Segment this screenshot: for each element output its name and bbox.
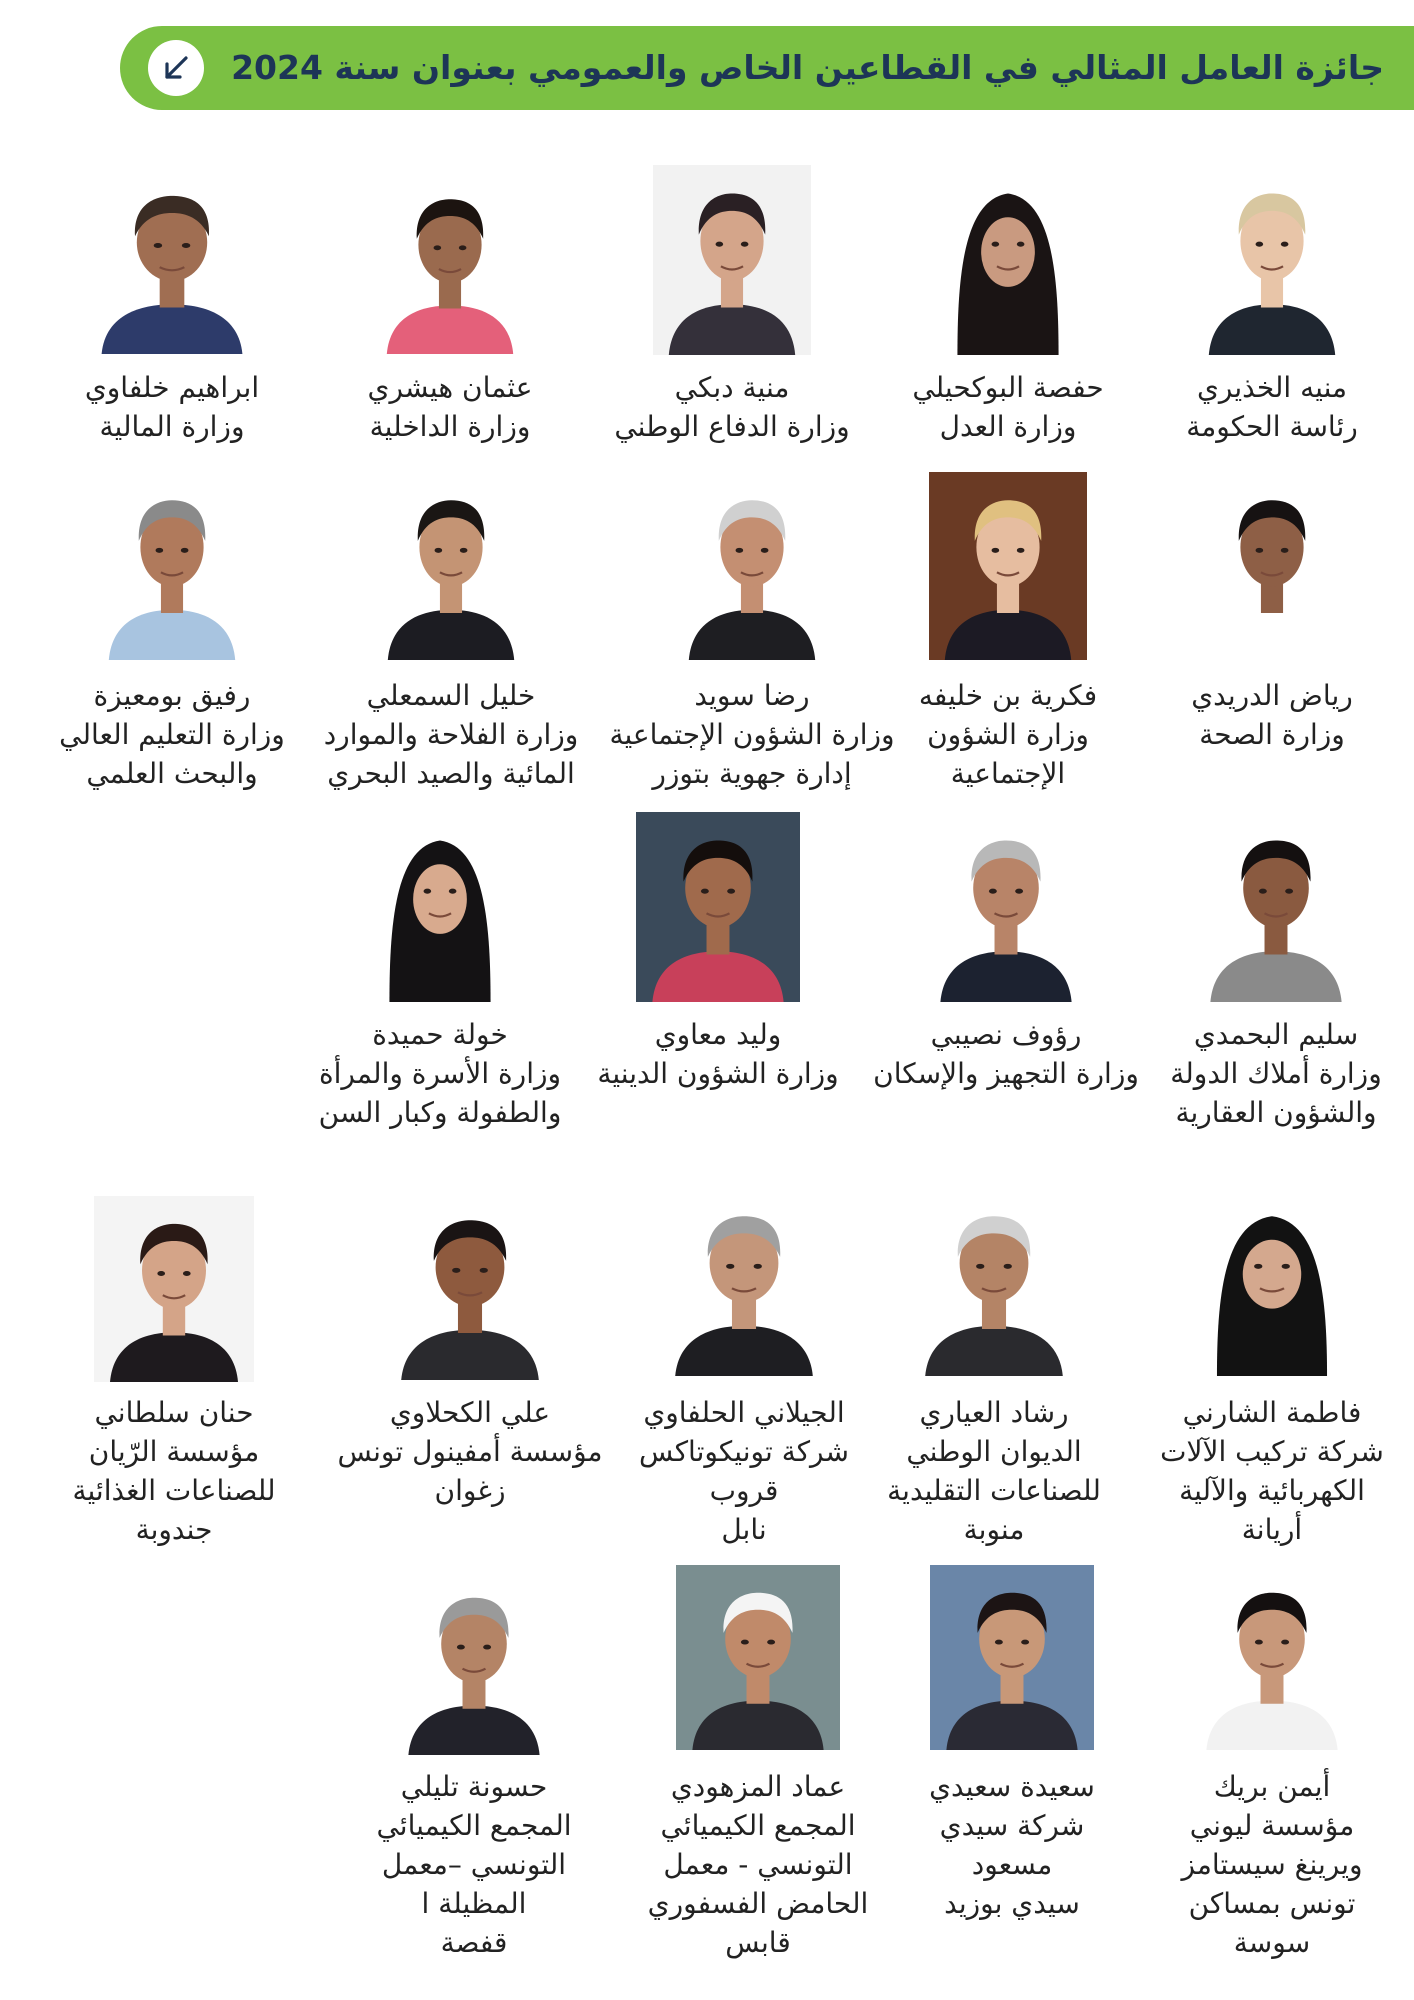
arrow-down-left-icon — [162, 54, 190, 82]
portrait-illustration — [924, 812, 1088, 1002]
portrait-illustration — [1186, 1188, 1358, 1376]
winner-name: حسونة تليلي — [400, 1770, 548, 1803]
winner-photo — [93, 472, 251, 660]
portrait-illustration — [658, 1188, 830, 1376]
winner-affiliation-line: جندوبة — [135, 1513, 213, 1546]
winner-photo — [371, 172, 529, 354]
portrait-illustration — [1193, 472, 1351, 660]
winner-affiliation-line: مؤسسة أمفينول تونس — [337, 1435, 603, 1468]
winner-caption — [599, 1393, 889, 1549]
winner-affiliation-line: وزارة أملاك الدولة — [1170, 1057, 1382, 1090]
page-title: جائزة العامل المثالي في القطاعين الخاص والعمومي بعنوان سنة 2024 — [231, 48, 1384, 87]
winner-affiliation-line: المظيلة ا — [421, 1887, 527, 1920]
header-banner — [120, 26, 1414, 110]
winner-affiliation-line: المائية والصيد البحري — [327, 757, 575, 790]
winner-name: رضا سويد — [694, 679, 810, 712]
winner-affiliation-line: وزارة التعليم العالي — [59, 718, 285, 751]
winner-affiliation-line: التونسي - معمل — [663, 1848, 853, 1881]
portrait-illustration — [1190, 1565, 1354, 1750]
winner-photo — [924, 812, 1088, 1002]
winner-caption — [27, 676, 317, 793]
winner-caption — [1127, 1393, 1414, 1549]
portrait-illustration — [94, 1196, 254, 1382]
winner-photo — [929, 472, 1087, 660]
winner-name: عثمان هيشري — [367, 371, 533, 404]
winner-caption — [325, 1393, 615, 1510]
winner-caption — [1127, 1767, 1414, 1962]
winner-affiliation-line: سيدي بوزيد — [944, 1887, 1080, 1920]
winner-caption — [329, 1767, 619, 1962]
winner-affiliation-line: وزارة المالية — [99, 410, 245, 443]
winner-affiliation-line: التونسي –معمل — [381, 1848, 567, 1881]
winner-caption — [861, 1015, 1151, 1093]
winner-caption — [863, 676, 1153, 793]
portrait-illustration — [371, 172, 529, 354]
winner-caption — [295, 1015, 585, 1132]
winner-name: خولة حميدة — [372, 1018, 508, 1051]
winner-affiliation-line: مؤسسة الرّيان — [88, 1435, 260, 1468]
winner-affiliation-line: زغوان — [434, 1474, 506, 1507]
portrait-illustration — [673, 472, 831, 660]
portrait-illustration — [1193, 165, 1351, 355]
winner-name: حنان سلطاني — [94, 1396, 254, 1429]
winner-name: وليد معاوي — [654, 1018, 782, 1051]
winner-affiliation-line: للصناعات الغذائية — [72, 1474, 276, 1507]
winner-photo — [1193, 165, 1351, 355]
winner-photo — [361, 812, 519, 1002]
winner-affiliation-line: شركة تركيب الآلات — [1160, 1435, 1384, 1468]
winner-caption — [305, 368, 595, 446]
winner-photo — [930, 1565, 1094, 1750]
winner-name: خليل السمعلي — [366, 679, 536, 712]
portrait-illustration — [908, 1188, 1080, 1376]
portrait-illustration — [929, 165, 1087, 355]
winner-affiliation-line: وزارة الصحة — [1199, 718, 1345, 751]
winner-affiliation-line: وزارة العدل — [939, 410, 1077, 443]
winner-name: الجيلاني الحلفاوي — [643, 1396, 845, 1429]
winner-name: منية دبكي — [674, 371, 790, 404]
winner-caption — [573, 1015, 863, 1093]
winner-name: سليم البحمدي — [1193, 1018, 1359, 1051]
portrait-illustration — [93, 472, 251, 660]
winner-affiliation-line: وزارة الداخلية — [369, 410, 531, 443]
winner-name: منيه الخذيري — [1196, 371, 1348, 404]
winner-caption — [607, 676, 897, 793]
winner-name: رؤوف نصيبي — [930, 1018, 1082, 1051]
winner-affiliation-line: والطفولة وكبار السن — [318, 1096, 562, 1129]
winner-affiliation-line: منوبة — [963, 1513, 1025, 1546]
winner-name: رياض الدريدي — [1191, 679, 1353, 712]
portrait-illustration — [930, 1565, 1094, 1750]
winner-photo — [384, 1192, 556, 1380]
winner-photo — [908, 1188, 1080, 1376]
winner-affiliation-line: ويرينغ سيستامز — [1181, 1848, 1363, 1881]
winner-affiliation-line: المجمع الكيميائي — [660, 1809, 856, 1842]
winner-photo — [673, 472, 831, 660]
portrait-illustration — [676, 1565, 840, 1750]
winner-photo — [1186, 1188, 1358, 1376]
winner-affiliation-line: وزارة التجهيز والإسكان — [873, 1057, 1139, 1090]
winner-caption — [1131, 1015, 1414, 1132]
portrait-illustration — [361, 812, 519, 1002]
winner-photo — [1194, 812, 1358, 1002]
portrait-illustration — [1194, 812, 1358, 1002]
winner-name: سعيدة سعيدي — [929, 1770, 1095, 1803]
winner-affiliation-line: شركة تونيكوتاكس — [639, 1435, 849, 1468]
portrait-illustration — [636, 812, 800, 1002]
winner-photo — [653, 165, 811, 355]
winner-affiliation-line: والشؤون العقارية — [1175, 1096, 1377, 1129]
winner-name: فاطمة الشارني — [1182, 1396, 1362, 1429]
winner-caption — [1127, 676, 1414, 754]
portrait-illustration — [392, 1570, 556, 1755]
winner-affiliation-line: إدارة جهوية بتوزر — [652, 757, 852, 790]
winner-affiliation-line: قفصة — [440, 1926, 508, 1959]
winner-photo — [658, 1188, 830, 1376]
winner-affiliation-line: سوسة — [1233, 1926, 1311, 1959]
winner-photo — [1190, 1565, 1354, 1750]
winner-photo — [372, 472, 530, 660]
winner-photo — [676, 1565, 840, 1750]
winner-affiliation-line: قروب — [709, 1474, 779, 1507]
winner-affiliation-line: مؤسسة ليوني — [1189, 1809, 1355, 1842]
winner-affiliation-line: للصناعات التقليدية — [887, 1474, 1101, 1507]
winner-affiliation-line: وزارة الفلاحة والموارد — [323, 718, 579, 751]
winner-photo — [94, 1196, 254, 1382]
winner-affiliation-line: المجمع الكيميائي — [376, 1809, 572, 1842]
winner-caption — [587, 368, 877, 446]
winner-affiliation-line: الديوان الوطني — [906, 1435, 1082, 1468]
portrait-illustration — [653, 165, 811, 355]
portrait-illustration — [929, 472, 1087, 660]
winner-affiliation-line: قابس — [725, 1926, 791, 1959]
winner-affiliation-line: وزارة الدفاع الوطني — [614, 410, 850, 443]
winner-name: أيمن بريك — [1213, 1770, 1331, 1803]
portrait-illustration — [384, 1192, 556, 1380]
winner-name: رفيق بومعيزة — [93, 679, 251, 712]
winner-caption — [849, 1393, 1139, 1549]
winner-name: فكرية بن خليفه — [918, 679, 1098, 712]
winner-affiliation-line: وزارة الشؤون — [927, 718, 1089, 751]
winner-affiliation-line: نابل — [721, 1513, 767, 1546]
winner-affiliation-line: الكهربائية والآلية — [1179, 1474, 1365, 1507]
winner-caption — [867, 1767, 1157, 1923]
winner-name: عماد المزهودي — [670, 1770, 846, 1803]
winner-affiliation-line: مسعود — [971, 1848, 1053, 1881]
winner-photo — [392, 1570, 556, 1755]
header-arrow-button[interactable] — [148, 40, 204, 96]
winner-name: رشاد العياري — [919, 1396, 1069, 1429]
winner-caption — [29, 1393, 319, 1549]
winner-photo — [929, 165, 1087, 355]
winner-affiliation-line: أريانة — [1241, 1513, 1303, 1546]
portrait-illustration — [372, 472, 530, 660]
winner-affiliation-line: وزارة الأسرة والمرأة — [318, 1057, 562, 1090]
portrait-illustration — [84, 168, 260, 354]
winner-affiliation-line: تونس بمساكن — [1188, 1887, 1356, 1920]
winner-caption — [306, 676, 596, 793]
winner-name: ابراهيم خلفاوي — [84, 371, 260, 404]
winner-photo — [1193, 472, 1351, 660]
winner-caption — [613, 1767, 903, 1962]
winner-name: علي الكحلاوي — [389, 1396, 551, 1429]
winner-affiliation-line: وزارة الشؤون الإجتماعية — [609, 718, 895, 751]
winner-affiliation-line: شركة سيدي — [939, 1809, 1085, 1842]
winner-affiliation-line: الإجتماعية — [950, 757, 1066, 790]
winner-caption — [1127, 368, 1414, 446]
winner-name: حفصة البوكحيلي — [912, 371, 1104, 404]
winner-affiliation-line: رئاسة الحكومة — [1186, 410, 1358, 443]
winner-affiliation-line: الحامض الفسفوري — [647, 1887, 869, 1920]
winner-photo — [84, 168, 260, 354]
winner-caption — [863, 368, 1153, 446]
winner-affiliation-line: وزارة الشؤون الدينية — [597, 1057, 839, 1090]
winner-caption — [27, 368, 317, 446]
winner-photo — [636, 812, 800, 1002]
winner-affiliation-line: والبحث العلمي — [86, 757, 258, 790]
